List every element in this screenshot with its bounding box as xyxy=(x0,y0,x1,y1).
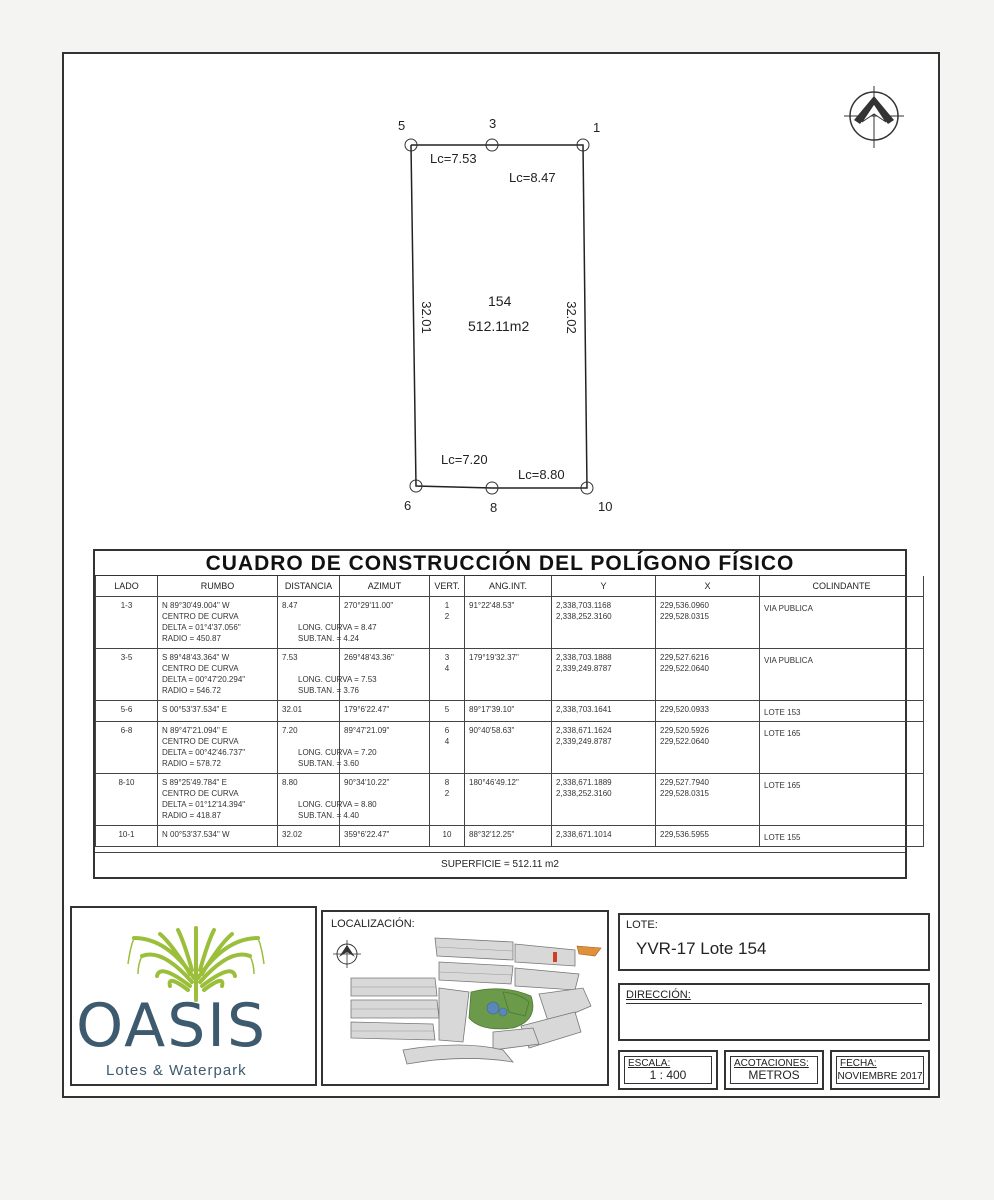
table-title: CUADRO DE CONSTRUCCIÓN DEL POLÍGONO FÍSICO xyxy=(95,551,905,576)
cell-ang-int: 91°22'48.53" xyxy=(465,597,552,649)
location-label: LOCALIZACIÓN: xyxy=(331,918,415,930)
cell-lado: 6-8 xyxy=(96,722,158,774)
cell-x: 229,536.0960 229,528.0315 xyxy=(656,597,760,649)
table-row xyxy=(96,597,924,649)
cell-rumbo: S 89°48'43.364" W CENTRO DE CURVA DELTA = 00°47'20.294" RADIO = 546.72 xyxy=(158,649,278,701)
cell-ang-int: 89°17'39.10" xyxy=(465,701,552,722)
escala-label: ESCALA: xyxy=(628,1058,671,1069)
cell-colindante: LOTE 153 xyxy=(760,701,924,722)
col-header: COLINDANTE xyxy=(760,576,924,597)
arc-length-bottom-right: Lc=8.80 xyxy=(518,467,565,482)
acotaciones-label: ACOTACIONES: xyxy=(734,1058,809,1069)
cell-rumbo: S 00°53'37.534" E xyxy=(158,701,278,722)
cell-vert: 5 xyxy=(430,701,465,722)
divider xyxy=(626,1003,922,1004)
vertex-label-8: 8 xyxy=(490,500,498,515)
vertex-label-6: 6 xyxy=(404,498,412,513)
col-header: X xyxy=(656,576,760,597)
cell-vert: 8 2 xyxy=(430,774,465,826)
table-row xyxy=(96,774,924,826)
logo-panel xyxy=(70,906,317,1086)
cell-colindante: VIA PUBLICA xyxy=(760,597,924,649)
superficie-total: SUPERFICIE = 512.11 m2 xyxy=(95,852,905,877)
lote-label: LOTE: xyxy=(626,919,658,931)
cell-vert: 3 4 xyxy=(430,649,465,701)
arc-length-top-right: Lc=8.47 xyxy=(509,170,556,185)
arc-length-top-left: Lc=7.53 xyxy=(430,151,477,166)
vertex-label-5: 5 xyxy=(398,118,406,133)
table-row xyxy=(96,701,924,722)
site-location-map xyxy=(343,932,603,1072)
direccion-field xyxy=(618,983,930,1041)
acotaciones-value: METROS xyxy=(748,1068,800,1082)
cell-colindante: LOTE 165 xyxy=(760,722,924,774)
table-row xyxy=(96,722,924,774)
lot-area: 512.11m2 xyxy=(468,318,530,334)
cell-distancia: 32.02 xyxy=(278,826,340,847)
cell-distancia: 8.80 LONG. CURVA = 8.80 SUB.TAN. = 4.40 xyxy=(278,774,340,826)
lote-field xyxy=(618,913,930,971)
col-header: Y xyxy=(552,576,656,597)
table-row xyxy=(96,649,924,701)
logo-wordmark: OASIS xyxy=(76,991,268,1061)
cell-lado: 10-1 xyxy=(96,826,158,847)
cell-azimut: 269°48'43.36" xyxy=(340,649,430,701)
cell-ang-int: 179°19'32.37" xyxy=(465,649,552,701)
direccion-label: DIRECCIÓN: xyxy=(626,989,691,1001)
cell-colindante: VIA PUBLICA xyxy=(760,649,924,701)
cell-colindante: LOTE 155 xyxy=(760,826,924,847)
table-row xyxy=(96,826,924,847)
cell-y: 2,338,671.1624 2,339,249.8787 xyxy=(552,722,656,774)
logo-tagline: Lotes & Waterpark xyxy=(106,1062,247,1079)
fecha-field xyxy=(830,1050,930,1090)
cell-lado: 3-5 xyxy=(96,649,158,701)
cell-y: 2,338,671.1889 2,338,252.3160 xyxy=(552,774,656,826)
cell-ang-int: 88°32'12.25" xyxy=(465,826,552,847)
cell-ang-int: 180°46'49.12" xyxy=(465,774,552,826)
side-length-left: 32.01 xyxy=(418,301,434,334)
col-header: DISTANCIA xyxy=(278,576,340,597)
cell-y: 2,338,703.1168 2,338,252.3160 xyxy=(552,597,656,649)
lot-number: 154 xyxy=(488,293,512,309)
cell-vert: 1 2 xyxy=(430,597,465,649)
cell-colindante: LOTE 165 xyxy=(760,774,924,826)
cell-distancia: 7.53 LONG. CURVA = 7.53 SUB.TAN. = 3.76 xyxy=(278,649,340,701)
north-arrow-icon xyxy=(840,84,908,150)
cell-azimut: 270°29'11.00" xyxy=(340,597,430,649)
lote-value: YVR-17 Lote 154 xyxy=(636,939,767,958)
cell-vert: 10 xyxy=(430,826,465,847)
cell-ang-int: 90°40'58.63" xyxy=(465,722,552,774)
lot-marker xyxy=(553,952,557,962)
cell-x: 229,520.5926 229,522.0640 xyxy=(656,722,760,774)
side-length-right: 32.02 xyxy=(563,301,579,334)
col-header: AZIMUT xyxy=(340,576,430,597)
cell-lado: 5-6 xyxy=(96,701,158,722)
cell-lado: 8-10 xyxy=(96,774,158,826)
cell-y: 2,338,671.1014 xyxy=(552,826,656,847)
acotaciones-field xyxy=(724,1050,824,1090)
escala-value: 1 : 400 xyxy=(649,1068,687,1082)
cell-azimut: 90°34'10.22" xyxy=(340,774,430,826)
col-header: RUMBO xyxy=(158,576,278,597)
fecha-value: NOVIEMBRE 2017 xyxy=(837,1071,923,1082)
cell-x: 229,520.0933 xyxy=(656,701,760,722)
cell-azimut: 89°47'21.09" xyxy=(340,722,430,774)
cell-distancia: 7.20 LONG. CURVA = 7.20 SUB.TAN. = 3.60 xyxy=(278,722,340,774)
cell-rumbo: N 00°53'37.534" W xyxy=(158,826,278,847)
col-header: LADO xyxy=(96,576,158,597)
cell-x: 229,536.5955 xyxy=(656,826,760,847)
cell-y: 2,338,703.1888 2,339,249.8787 xyxy=(552,649,656,701)
cell-rumbo: N 89°47'21.094" E CENTRO DE CURVA DELTA = 00°42'46.737" RADIO = 578.72 xyxy=(158,722,278,774)
arc-length-bottom-left: Lc=7.20 xyxy=(441,452,488,467)
cell-distancia: 32.01 xyxy=(278,701,340,722)
cell-lado: 1-3 xyxy=(96,597,158,649)
cell-azimut: 179°6'22.47" xyxy=(340,701,430,722)
vertex-label-10: 10 xyxy=(598,499,613,514)
table-header-row xyxy=(96,576,924,597)
col-header: ANG.INT. xyxy=(465,576,552,597)
cell-x: 229,527.6216 229,522.0640 xyxy=(656,649,760,701)
cell-x: 229,527.7940 229,528.0315 xyxy=(656,774,760,826)
vertex-label-1: 1 xyxy=(593,120,601,135)
cell-rumbo: S 89°25'49.784" E CENTRO DE CURVA DELTA = 01°12'14.394" RADIO = 418.87 xyxy=(158,774,278,826)
cell-rumbo: N 89°30'49.004" W CENTRO DE CURVA DELTA = 01°4'37.056" RADIO = 450.87 xyxy=(158,597,278,649)
vertex-label-3: 3 xyxy=(489,116,497,131)
location-panel xyxy=(321,910,609,1086)
construction-table xyxy=(93,549,907,879)
col-header: VERT. xyxy=(430,576,465,597)
cell-azimut: 359°6'22.47" xyxy=(340,826,430,847)
cell-distancia: 8.47 LONG. CURVA = 8.47 SUB.TAN. = 4.24 xyxy=(278,597,340,649)
escala-field xyxy=(618,1050,718,1090)
fecha-label: FECHA: xyxy=(840,1058,877,1069)
cell-y: 2,338,703.1641 xyxy=(552,701,656,722)
cell-vert: 6 4 xyxy=(430,722,465,774)
